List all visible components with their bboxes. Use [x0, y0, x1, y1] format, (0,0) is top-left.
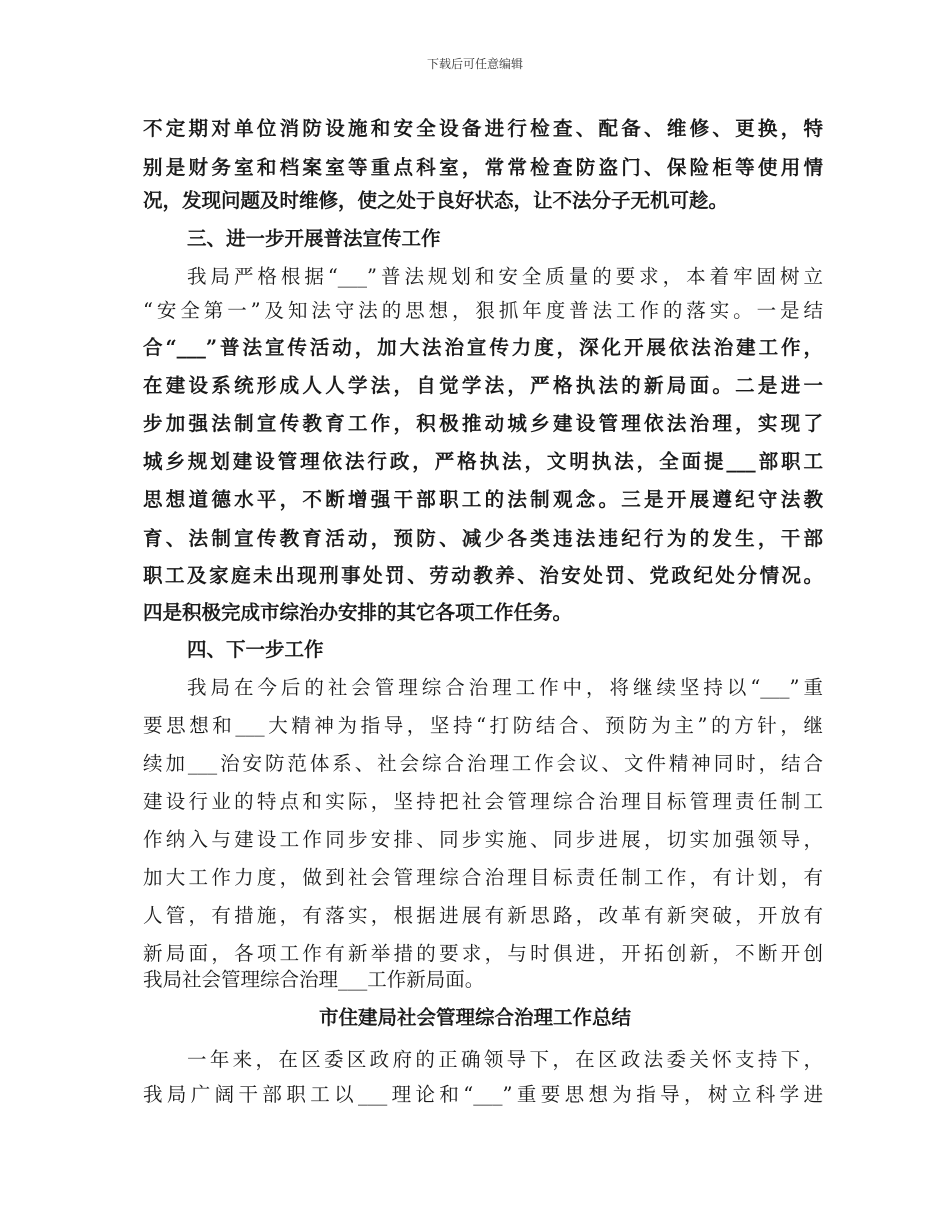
body-line: 我局广阔干部职工以___理论和“___”重要思想为指导，树立科学进	[143, 1083, 823, 1106]
body-line: 不定期对单位消防设施和安全设备进行检查、配备、维修、更换，特	[143, 117, 823, 140]
body-line: 合“___”普法宣传活动，加大法治宣传力度，深化开展依法治建工作，	[143, 336, 823, 359]
body-line: 建设行业的特点和实际，坚持把社会管理综合治理目标管理责任制工	[143, 790, 823, 813]
body-line: 续加___治安防范体系、社会综合治理工作会议、文件精神同时，结合	[143, 752, 823, 775]
body-line: 我局在今后的社会管理综合治理工作中，将继续坚持以“___”重	[187, 676, 823, 699]
body-line: 四是积极完成市综治办安排的其它各项工作任务。	[143, 601, 573, 624]
body-line: 新局面，各项工作有新举措的要求，与时俱进，开拓创新，不断开创	[143, 942, 823, 965]
body-line: 思想道德水平，不断增强干部职工的法制观念。三是开展遵纪守法教	[143, 488, 823, 511]
body-line: 城乡规划建设管理依法行政，严格执法，文明执法，全面提___部职工	[143, 450, 823, 473]
body-line: 我局严格根据“___”普法规划和安全质量的要求，本着牢固树立	[187, 265, 823, 288]
body-line: 职工及家庭未出现刑事处罚、劳动教养、治安处罚、党政纪处分情况。	[143, 564, 823, 587]
page-header-note: 下载后可任意编辑	[426, 57, 523, 71]
body-line: 加大工作力度，做到社会管理综合治理目标责任制工作，有计划，有	[143, 866, 823, 889]
body-line: 别是财务室和档案室等重点科室，常常检查防盗门、保险柜等使用情	[143, 156, 823, 179]
body-line: 在建设系统形成人人学法，自觉学法，严格执法的新局面。二是进一	[143, 374, 823, 397]
body-line: 要思想和___大精神为指导，坚持“打防结合、预防为主”的方针，继	[143, 714, 823, 737]
body-line: 人管，有措施，有落实，根据进展有新思路，改革有新突破，开放有	[143, 904, 823, 927]
body-line: “安全第一”及知法守法的思想，狠抓年度普法工作的落实。一是结	[143, 299, 823, 322]
section-heading: 三、进一步开展普法宣传工作	[187, 227, 441, 250]
section-heading: 四、下一步工作	[187, 638, 324, 661]
body-line: 作纳入与建设工作同步安排、同步实施、同步进展，切实加强领导，	[143, 828, 823, 851]
body-line: 况，发现问题及时维修，使之处于良好状态，让不法分子无机可趁。	[143, 189, 729, 212]
document-title: 市住建局社会管理综合治理工作总结	[318, 1006, 631, 1029]
body-line: 步加强法制宣传教育工作，积极推动城乡建设管理依法治理，实现了	[143, 412, 823, 435]
body-line: 一年来，在区委区政府的正确领导下，在区政法委关怀支持下，	[187, 1048, 823, 1071]
body-line: 我局社会管理综合治理___工作新局面。	[143, 968, 485, 991]
body-line: 育、法制宣传教育活动，预防、减少各类违法违纪行为的发生，干部	[143, 527, 823, 550]
